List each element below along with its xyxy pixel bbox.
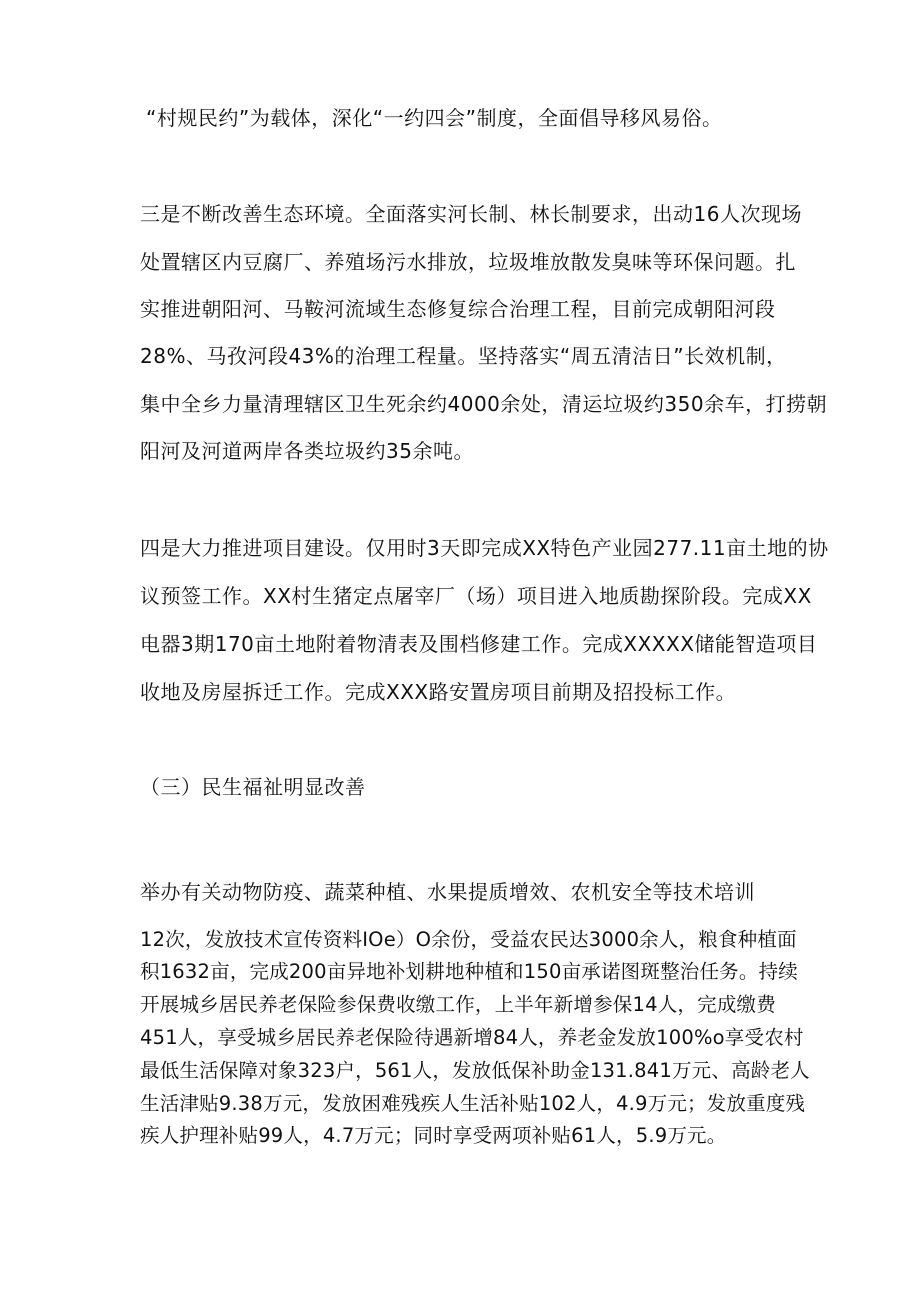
paragraph-line: 四是大力推进项目建设。仅用时3天即完成XX特色产业园277.11亩土地的协 bbox=[140, 536, 829, 560]
paragraph-line: 实推进朝阳河、马鞍河流域生态修复综合治理工程，目前完成朝阳河段 bbox=[140, 297, 776, 321]
paragraph-line: 处置辖区内豆腐厂、养殖场污水排放，垃圾堆放散发臭味等环保问题。扎 bbox=[140, 250, 796, 274]
paragraph-line: 28%、马孜河段43%的治理工程量。坚持落实“周五清洁日”长效机制， bbox=[140, 344, 787, 368]
paragraph-line: 电器3期170亩土地附着物清表及围档修建工作。完成XXXXX储能智造项目 bbox=[140, 632, 818, 656]
paragraph-line: 阳河及河道两岸各类垃圾约35余吨。 bbox=[140, 439, 474, 463]
paragraph-line: 积1632亩，完成200亩异地补划耕地种植和150亩承诺图斑整治任务。持续 bbox=[140, 960, 798, 983]
paragraph-line: 议预签工作。XX村生猪定点屠宰厂（场）项目进入地质勘探阶段。完成XX bbox=[140, 584, 812, 608]
paragraph-line: 开展城乡居民养老保险参保费收缴工作，上半年新增参保14人，完成缴费 bbox=[140, 993, 776, 1016]
paragraph-line: 451人，享受城乡居民养老保险待遇新增84人，养老金发放100%o享受农村 bbox=[140, 1026, 804, 1049]
section-heading: （三）民生福祉明显改善 bbox=[140, 775, 366, 799]
paragraph-line: 收地及房屋拆迁工作。完成XXX路安置房项目前期及招投标工作。 bbox=[140, 680, 737, 704]
paragraph-line: 生活津贴9.38万元，发放困难残疾人生活补贴102人，4.9万元；发放重度残 bbox=[140, 1092, 806, 1115]
paragraph-line: 集中全乡力量清理辖区卫生死余约4000余处，清运垃圾约350余车，打捞朝 bbox=[140, 392, 828, 416]
paragraph-line: 最低生活保障对象323户，561人，发放低保补助金131.841万元、高龄老人 bbox=[140, 1059, 810, 1082]
paragraph-line: 疾人护理补贴99人，4.7万元；同时享受两项补贴61人，5.9万元。 bbox=[140, 1124, 727, 1147]
paragraph-line: “村规民约”为载体，深化“一约四会”制度，全面倡导移风易俗。 bbox=[146, 106, 723, 130]
paragraph-line: 举办有关动物防疫、蔬菜种植、水果提质增效、农机安全等技术培训 bbox=[140, 880, 755, 904]
paragraph-line: 三是不断改善生态环境。全面落实河长制、林长制要求，出动16人次现场 bbox=[140, 202, 802, 226]
paragraph-line: 12次，发放技术宣传资料IOe）O余份，受益农民达3000余人，粮食种植面 bbox=[140, 928, 797, 951]
